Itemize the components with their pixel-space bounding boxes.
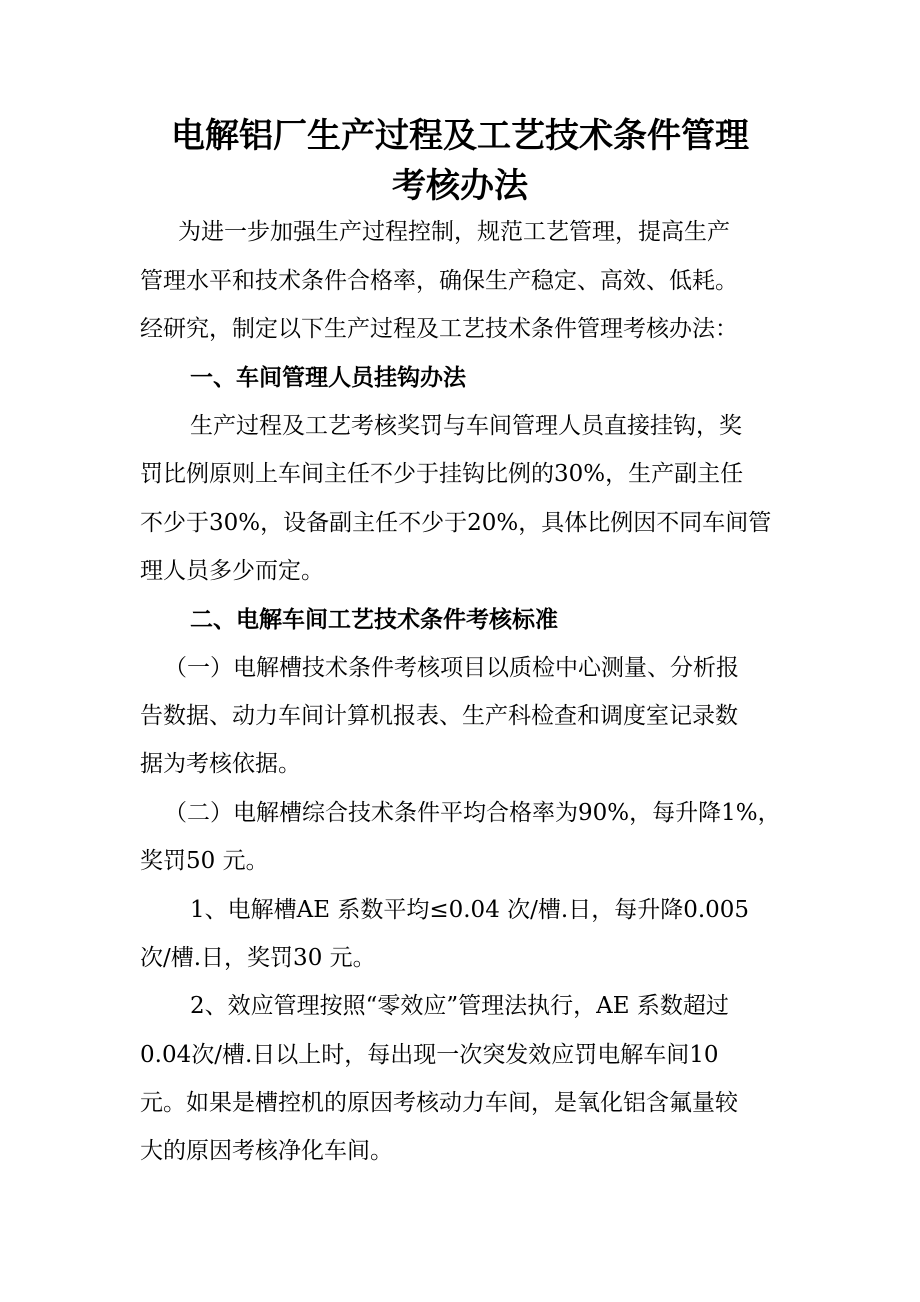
item-two-line: （二）电解槽综合技术条件平均合格率为90%，每升降1%， <box>164 800 781 826</box>
section-2-heading: 二、电解车间工艺技术条件考核标准 <box>190 607 558 633</box>
sub-item-2-line: 2、效应管理按照“零效应”管理法执行，AE 系数超过 <box>190 993 729 1019</box>
item-one-line: （一）电解槽技术条件考核项目以质检中心测量、分析报 <box>164 655 739 681</box>
sub-item-1-line: 次/槽.日，奖罚30 元。 <box>140 945 376 971</box>
document-title-line-2: 考核办法 <box>392 166 528 206</box>
item-one-line: 告数据、动力车间计算机报表、生产科检查和调度室记录数 <box>140 703 738 729</box>
intro-line: 经研究，制定以下生产过程及工艺技术条件管理考核办法： <box>140 316 738 342</box>
item-two-line: 奖罚50 元。 <box>140 848 269 874</box>
sub-item-2-line: 元。如果是槽控机的原因考核动力车间，是氧化铝含氟量较 <box>140 1090 738 1116</box>
sub-item-2-line: 大的原因考核净化车间。 <box>140 1138 393 1164</box>
intro-line: 为进一步加强生产过程控制，规范工艺管理，提高生产 <box>178 219 730 245</box>
section-1-heading: 一、车间管理人员挂钩办法 <box>190 365 466 391</box>
document-title-line-1: 电解铝厂生产过程及工艺技术条件管理 <box>171 116 749 156</box>
section-1-line: 罚比例原则上车间主任不少于挂钩比例的30%，生产副主任 <box>140 461 744 487</box>
item-one-line: 据为考核依据。 <box>140 751 301 777</box>
section-1-line: 理人员多少而定。 <box>140 558 324 584</box>
intro-line: 管理水平和技术条件合格率，确保生产稳定、高效、低耗。 <box>140 268 738 294</box>
sub-item-1-line: 1、电解槽AE 系数平均≤0.04 次/槽.日，每升降0.005 <box>190 897 750 923</box>
section-1-line: 生产过程及工艺考核奖罚与车间管理人员直接挂钩，奖 <box>190 413 742 439</box>
section-1-line: 不少于30%，设备副主任不少于20%，具体比例因不同车间管 <box>140 510 772 536</box>
sub-item-2-line: 0.04次/槽.日以上时，每出现一次突发效应罚电解车间10 <box>140 1042 719 1068</box>
